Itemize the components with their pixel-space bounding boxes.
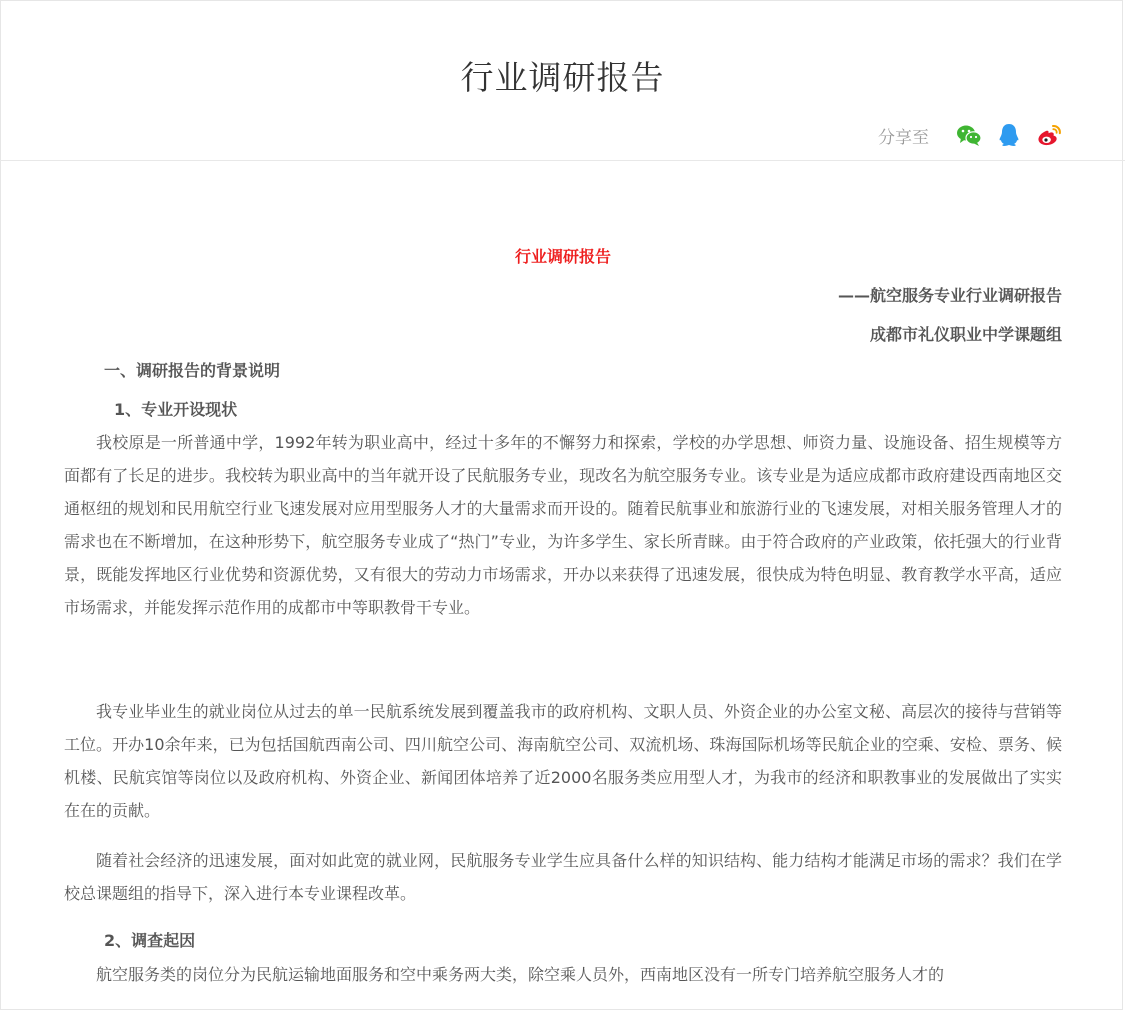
wechat-icon[interactable] — [955, 121, 983, 149]
paragraph: 我专业毕业生的就业岗位从过去的单一民航系统发展到覆盖我市的政府机构、文职人员、外资企业的办公室文秘、高层次的接待与营销等工位。开办10余年来，已为包括国航西南公司、四川航空公司、海南航空公司、双流机场、珠海国际机场等民航企业的空乘、安检、票务、候机楼、民航宾馆等岗位以及政府机构、外资企业、新闻团体培养了近2000名服务类应用型人才，为我市的经济和职教事业的发展做出了实实在在的贡献。 — [64, 702, 1062, 820]
page-title: 行业调研报告 — [460, 58, 665, 97]
paragraph: 我校原是一所普通中学，1992年转为职业高中，经过十多年的不懈努力和探索，学校的办学思想、师资力量、设施设备、招生规模等方面都有了长足的进步。我校转为职业高中的当年就开设了民航服务专业，现改名为航空服务专业。该专业是为适应成都市政府建设西南地区交通枢纽的规划和民用航空行业飞速发展对应用型服务人才的大量需求而开设的。随着民航事业和旅游行业的飞速发展，对相关服务管理人才的需求也在不断增加，在这种形势下，航空服务专业成了“热门”专业，为许多学生、家长所青睐。由于符合政府的产业政策，依托强大的行业背景，既能发挥地区行业优势和资源优势，又有很大的劳动力市场需求，开办以来获得了迅速发展，很快成为特色明显、教育教学水平高，适应市场需求，并能发挥示范作用的成都市中等职教骨干专业。 — [64, 433, 1062, 617]
article-title: 行业调研报告 — [514, 247, 611, 266]
paragraph: 航空服务类的岗位分为民航运输地面服务和空中乘务两大类，除空乘人员外，西南地区没有一所专门培养航空服务人才的 — [96, 965, 945, 984]
article-organization: 成都市礼仪职业中学课题组 — [869, 325, 1062, 344]
subsection-heading: 2、调查起因 — [104, 931, 196, 950]
article-subtitle: ——航空服务专业行业调研报告 — [837, 286, 1062, 305]
share-bar — [878, 121, 1063, 149]
paragraph: 随着社会经济的迅速发展，面对如此宽的就业网，民航服务专业学生应具备什么样的知识结构、能力结构才能满足市场的需求？我们在学校总课题组的指导下，深入进行本专业课程改革。 — [64, 851, 1062, 903]
subsection-heading: 1、专业开设现状 — [114, 400, 238, 419]
share-label: 分享至 — [878, 127, 929, 148]
section-heading: 一、调研报告的背景说明 — [104, 361, 281, 380]
weibo-icon[interactable] — [1035, 121, 1063, 149]
header — [0, 0, 1125, 161]
qq-icon[interactable] — [995, 121, 1023, 149]
